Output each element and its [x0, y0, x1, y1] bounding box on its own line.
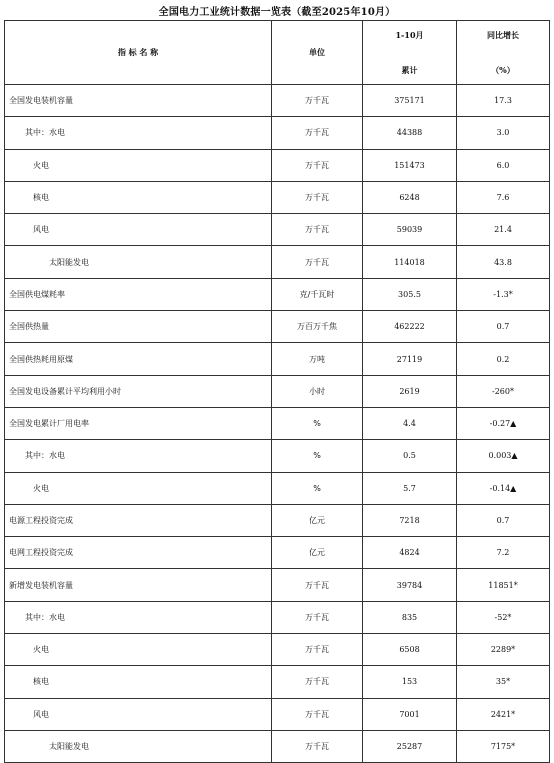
- cumulative-value-cell: 835: [363, 601, 457, 633]
- indicator-name-cell: 核电: [5, 181, 272, 213]
- unit-cell: 万千瓦: [272, 117, 363, 149]
- indicator-name-cell: 太阳能发电: [5, 730, 272, 762]
- table-row: [5, 117, 550, 149]
- header-cumulative: [363, 21, 457, 85]
- unit-cell: 小时: [272, 375, 363, 407]
- table-row: [5, 440, 550, 472]
- indicator-name-cell: 太阳能发电: [5, 246, 272, 278]
- yoy-growth-cell: 3.0: [457, 117, 550, 149]
- header-yoy-label: 同比增长: [487, 29, 519, 40]
- cumulative-value-cell: 7218: [363, 504, 457, 536]
- yoy-growth-cell: 7.6: [457, 181, 550, 213]
- table-row: [5, 698, 550, 730]
- unit-cell: 万千瓦: [272, 666, 363, 698]
- table-header: [5, 21, 550, 85]
- indicator-name-cell: 全国供热量: [5, 311, 272, 343]
- indicator-name-cell: 电源工程投资完成: [5, 504, 272, 536]
- unit-cell: 万吨: [272, 343, 363, 375]
- unit-cell: %: [272, 407, 363, 439]
- cumulative-value-cell: 305.5: [363, 278, 457, 310]
- yoy-growth-cell: -0.14▲: [457, 472, 550, 504]
- header-row: [5, 21, 550, 85]
- indicator-name-cell: 全国发电装机容量: [5, 85, 272, 117]
- yoy-growth-cell: -0.27▲: [457, 407, 550, 439]
- table-row: [5, 375, 550, 407]
- yoy-growth-cell: 0.2: [457, 343, 550, 375]
- yoy-growth-cell: 0.7: [457, 504, 550, 536]
- cumulative-value-cell: 0.5: [363, 440, 457, 472]
- statistics-table: [4, 20, 550, 763]
- table-row: [5, 246, 550, 278]
- header-indicator: 指 标 名 称: [5, 21, 272, 85]
- indicator-name-cell: 其中：水电: [5, 601, 272, 633]
- header-cumulative-label: 累计: [401, 64, 418, 75]
- cumulative-value-cell: 462222: [363, 311, 457, 343]
- indicator-name-cell: 风电: [5, 698, 272, 730]
- cumulative-value-cell: 375171: [363, 85, 457, 117]
- indicator-name-cell: 全国供电煤耗率: [5, 278, 272, 310]
- indicator-name-cell: 全国供热耗用原煤: [5, 343, 272, 375]
- indicator-name-cell: 核电: [5, 666, 272, 698]
- cumulative-value-cell: 6508: [363, 634, 457, 666]
- cumulative-value-cell: 2619: [363, 375, 457, 407]
- unit-cell: 万百万千焦: [272, 311, 363, 343]
- unit-cell: 万千瓦: [272, 246, 363, 278]
- table-body: [5, 85, 550, 763]
- table-row: [5, 601, 550, 633]
- indicator-name-cell: 火电: [5, 472, 272, 504]
- indicator-name-cell: 其中：水电: [5, 440, 272, 472]
- unit-cell: 万千瓦: [272, 698, 363, 730]
- indicator-name-cell: 其中：水电: [5, 117, 272, 149]
- yoy-growth-cell: 2289*: [457, 634, 550, 666]
- unit-cell: 万千瓦: [272, 181, 363, 213]
- table-row: [5, 149, 550, 181]
- yoy-growth-cell: 17.3: [457, 85, 550, 117]
- yoy-growth-cell: -1.3*: [457, 278, 550, 310]
- cumulative-value-cell: 7001: [363, 698, 457, 730]
- indicator-name-cell: 电网工程投资完成: [5, 537, 272, 569]
- yoy-growth-cell: 11851*: [457, 569, 550, 601]
- yoy-growth-cell: 35*: [457, 666, 550, 698]
- table-row: [5, 730, 550, 762]
- cumulative-value-cell: 25287: [363, 730, 457, 762]
- table-row: [5, 85, 550, 117]
- cumulative-value-cell: 39784: [363, 569, 457, 601]
- yoy-growth-cell: 0.7: [457, 311, 550, 343]
- indicator-name-cell: 火电: [5, 149, 272, 181]
- cumulative-value-cell: 44388: [363, 117, 457, 149]
- table-row: [5, 214, 550, 246]
- unit-cell: 万千瓦: [272, 634, 363, 666]
- cumulative-value-cell: 114018: [363, 246, 457, 278]
- indicator-name-cell: 新增发电装机容量: [5, 569, 272, 601]
- unit-cell: 亿元: [272, 504, 363, 536]
- unit-cell: 亿元: [272, 537, 363, 569]
- yoy-growth-cell: 2421*: [457, 698, 550, 730]
- unit-cell: 万千瓦: [272, 214, 363, 246]
- unit-cell: 万千瓦: [272, 569, 363, 601]
- indicator-name-cell: 全国发电设备累计平均利用小时: [5, 375, 272, 407]
- yoy-growth-cell: 7175*: [457, 730, 550, 762]
- table-row: [5, 504, 550, 536]
- yoy-growth-cell: -52*: [457, 601, 550, 633]
- header-yoy-unit: （%）: [491, 64, 515, 75]
- header-period: 1-10月: [395, 29, 424, 40]
- indicator-name-cell: 全国发电累计厂用电率: [5, 407, 272, 439]
- cumulative-value-cell: 4.4: [363, 407, 457, 439]
- yoy-growth-cell: 0.003▲: [457, 440, 550, 472]
- yoy-growth-cell: 21.4: [457, 214, 550, 246]
- unit-cell: 万千瓦: [272, 85, 363, 117]
- table-row: [5, 537, 550, 569]
- table-row: [5, 181, 550, 213]
- table-row: [5, 569, 550, 601]
- table-row: [5, 311, 550, 343]
- table-row: [5, 634, 550, 666]
- unit-cell: %: [272, 440, 363, 472]
- table-row: [5, 407, 550, 439]
- table-row: [5, 472, 550, 504]
- cumulative-value-cell: 4824: [363, 537, 457, 569]
- cumulative-value-cell: 5.7: [363, 472, 457, 504]
- yoy-growth-cell: 7.2: [457, 537, 550, 569]
- header-yoy: [457, 21, 550, 85]
- unit-cell: %: [272, 472, 363, 504]
- cumulative-value-cell: 153: [363, 666, 457, 698]
- table-row: [5, 343, 550, 375]
- unit-cell: 万千瓦: [272, 601, 363, 633]
- indicator-name-cell: 火电: [5, 634, 272, 666]
- yoy-growth-cell: 43.8: [457, 246, 550, 278]
- header-unit: 单位: [272, 21, 363, 85]
- unit-cell: 万千瓦: [272, 149, 363, 181]
- yoy-growth-cell: -260*: [457, 375, 550, 407]
- yoy-growth-cell: 6.0: [457, 149, 550, 181]
- table-title: 全国电力工业统计数据一览表（截至2025年10月）: [158, 7, 396, 18]
- table-row: [5, 278, 550, 310]
- cumulative-value-cell: 59039: [363, 214, 457, 246]
- unit-cell: 克/千瓦时: [272, 278, 363, 310]
- cumulative-value-cell: 151473: [363, 149, 457, 181]
- unit-cell: 万千瓦: [272, 730, 363, 762]
- cumulative-value-cell: 27119: [363, 343, 457, 375]
- cumulative-value-cell: 6248: [363, 181, 457, 213]
- table-row: [5, 666, 550, 698]
- indicator-name-cell: 风电: [5, 214, 272, 246]
